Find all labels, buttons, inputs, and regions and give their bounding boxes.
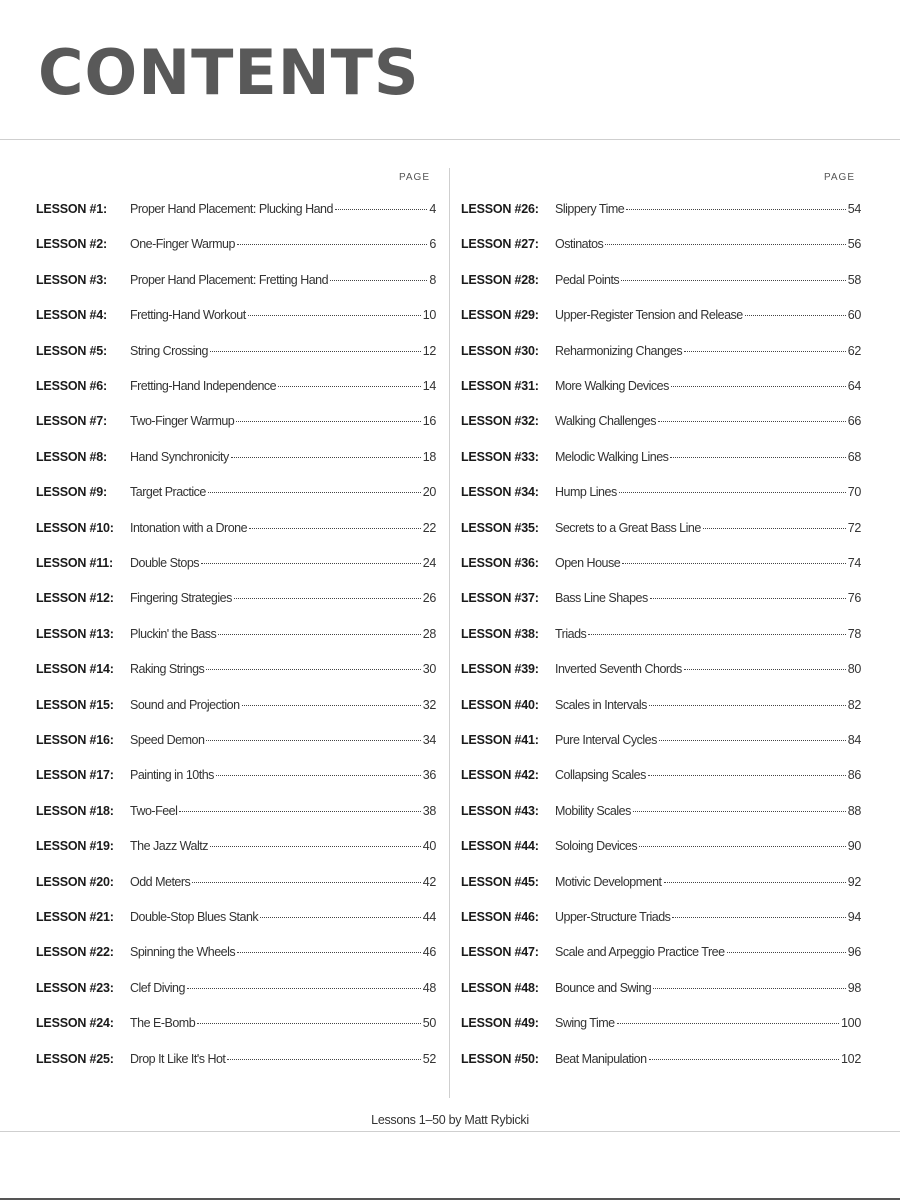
dot-leader <box>335 209 427 210</box>
lesson-number: LESSON #37: <box>461 591 539 606</box>
lesson-title: Spinning the Wheels <box>130 945 236 960</box>
lesson-title: Inverted Seventh Chords <box>555 662 682 677</box>
page-number: 10 <box>422 308 436 323</box>
dot-leader <box>248 315 421 316</box>
toc-entry[interactable] <box>36 202 436 222</box>
lesson-number: LESSON #32: <box>461 414 539 429</box>
page-number: 84 <box>847 733 861 747</box>
lesson-title: Odd Meters <box>130 874 191 889</box>
lesson-title: The E-Bomb <box>130 1016 196 1031</box>
lesson-number: LESSON #17: <box>36 768 114 783</box>
dot-leader <box>237 244 427 245</box>
lesson-title: Double Stops <box>130 556 200 570</box>
page-number: 100 <box>841 1016 861 1031</box>
lesson-number: LESSON #38: <box>461 626 539 641</box>
lesson-number: LESSON #43: <box>461 803 539 818</box>
dot-leader <box>192 882 420 883</box>
toc-entry[interactable] <box>461 910 861 930</box>
dot-leader <box>672 917 845 918</box>
dot-leader <box>727 952 846 953</box>
lesson-title: Ostinatos <box>555 237 604 252</box>
page-number: 38 <box>422 803 436 818</box>
lesson-title: Hand Synchronicity <box>130 449 229 464</box>
lesson-number: LESSON #5: <box>36 343 107 358</box>
lesson-number: LESSON #29: <box>461 308 539 323</box>
page-number: 12 <box>422 343 436 358</box>
lesson-title: Reharmonizing Changes <box>555 343 683 358</box>
toc-entry[interactable] <box>36 733 436 753</box>
lesson-title: Melodic Walking Lines <box>555 449 669 464</box>
lesson-title: Raking Strings <box>130 662 205 677</box>
toc-entry[interactable] <box>36 591 436 611</box>
lesson-number: LESSON #13: <box>36 626 114 641</box>
dot-leader <box>649 1059 839 1060</box>
dot-leader <box>210 846 421 847</box>
toc-entry[interactable] <box>36 910 436 930</box>
toc-entry[interactable] <box>461 556 861 576</box>
toc-entry[interactable] <box>36 556 436 576</box>
lesson-number: LESSON #22: <box>36 945 114 960</box>
page-number: 96 <box>847 945 861 960</box>
lesson-number: LESSON #50: <box>461 1051 539 1066</box>
page-number: 6 <box>429 237 436 252</box>
toc-entry[interactable] <box>461 379 861 399</box>
dot-leader <box>237 952 421 953</box>
lesson-title: Target Practice <box>130 485 206 500</box>
toc-entry[interactable] <box>461 662 861 682</box>
lesson-number: LESSON #15: <box>36 697 114 712</box>
dot-leader <box>633 811 846 812</box>
dot-leader <box>626 209 845 210</box>
lesson-title: Motivic Development <box>555 874 662 889</box>
dot-leader <box>684 351 846 352</box>
lesson-title: The Jazz Waltz <box>130 839 208 854</box>
dot-leader <box>218 634 420 635</box>
toc-entry[interactable] <box>461 627 861 647</box>
page-number: 54 <box>847 202 861 216</box>
lesson-number: LESSON #31: <box>461 379 539 393</box>
lesson-number: LESSON #14: <box>36 662 114 677</box>
dot-leader <box>206 669 420 670</box>
dot-leader <box>201 563 421 564</box>
dot-leader <box>649 705 846 706</box>
dot-leader <box>227 1059 420 1060</box>
dot-leader <box>653 988 845 989</box>
toc-entry[interactable] <box>461 981 861 1001</box>
lesson-title: Swing Time <box>555 1016 615 1031</box>
dot-leader <box>231 457 421 458</box>
page-number: 22 <box>422 520 436 535</box>
lesson-number: LESSON #27: <box>461 237 539 252</box>
page-number: 40 <box>422 839 436 854</box>
dot-leader <box>670 457 845 458</box>
lesson-number: LESSON #28: <box>461 272 539 287</box>
dot-leader <box>621 280 846 281</box>
toc-entry[interactable] <box>36 273 436 293</box>
lesson-title: Proper Hand Placement: Plucking Hand <box>130 202 333 216</box>
page-column-label: PAGE <box>398 172 430 183</box>
dot-leader <box>684 669 846 670</box>
toc-entry[interactable] <box>36 768 436 788</box>
page-number: 92 <box>847 874 861 889</box>
lesson-number: LESSON #19: <box>36 839 114 854</box>
lesson-title: Two-Finger Warmup <box>130 414 235 429</box>
toc-entry[interactable] <box>461 273 861 293</box>
lesson-number: LESSON #35: <box>461 520 539 535</box>
lesson-title: Upper-Structure Triads <box>555 910 671 924</box>
lesson-title: Pluckin' the Bass <box>130 626 217 641</box>
lesson-number: LESSON #36: <box>461 556 539 570</box>
dot-leader <box>745 315 846 316</box>
dot-leader <box>605 244 845 245</box>
page-number: 78 <box>847 626 861 641</box>
dot-leader <box>242 705 421 706</box>
page-number: 80 <box>847 662 861 677</box>
page-number: 68 <box>847 449 861 464</box>
lesson-title: Triads <box>555 626 587 641</box>
dot-leader <box>236 421 420 422</box>
toc-entry[interactable] <box>461 591 861 611</box>
lesson-title: Soloing Devices <box>555 839 638 854</box>
toc-entry[interactable] <box>461 521 861 541</box>
page-number: 28 <box>422 626 436 641</box>
page-number: 20 <box>422 485 436 500</box>
lesson-title: Intonation with a Drone <box>130 520 248 535</box>
lesson-number: LESSON #2: <box>36 237 107 252</box>
page-number: 64 <box>847 379 861 393</box>
dot-leader <box>619 492 846 493</box>
lesson-title: Sound and Projection <box>130 697 240 712</box>
toc-entry[interactable] <box>461 485 861 505</box>
dot-leader <box>249 528 421 529</box>
page-number: 46 <box>422 945 436 960</box>
dot-leader <box>617 1023 839 1024</box>
lesson-title: Slippery Time <box>555 202 625 216</box>
toc-entry[interactable] <box>461 945 861 965</box>
dot-leader <box>210 351 421 352</box>
lesson-title: Scales in Intervals <box>555 697 647 712</box>
toc-entry[interactable] <box>461 804 861 824</box>
lesson-title: Bounce and Swing <box>555 980 652 995</box>
toc-entry[interactable] <box>461 414 861 434</box>
page-number: 74 <box>847 556 861 570</box>
page-number: 98 <box>847 980 861 995</box>
lesson-number: LESSON #26: <box>461 202 539 216</box>
lesson-number: LESSON #18: <box>36 803 114 818</box>
page-number: 44 <box>422 910 436 924</box>
page-number: 102 <box>841 1051 861 1066</box>
lesson-title: Double-Stop Blues Stank <box>130 910 259 924</box>
dot-leader <box>179 811 420 812</box>
lesson-number: LESSON #20: <box>36 874 114 889</box>
page-number: 66 <box>847 414 861 429</box>
lesson-number: LESSON #4: <box>36 308 107 323</box>
lesson-number: LESSON #24: <box>36 1016 114 1031</box>
lesson-title: Secrets to a Great Bass Line <box>555 520 701 535</box>
lesson-number: LESSON #49: <box>461 1016 539 1031</box>
toc-entry[interactable] <box>461 1016 861 1036</box>
page-title: CONTENTS <box>38 36 420 109</box>
toc-entry[interactable] <box>36 521 436 541</box>
lesson-title: Pure Interval Cycles <box>555 733 657 747</box>
dot-leader <box>622 563 846 564</box>
dot-leader <box>671 386 846 387</box>
dot-leader <box>187 988 421 989</box>
toc-entry[interactable] <box>36 450 436 470</box>
lesson-title: Walking Challenges <box>555 414 657 429</box>
lesson-title: Fretting-Hand Independence <box>130 379 277 393</box>
page-number: 86 <box>847 768 861 783</box>
page-number: 42 <box>422 874 436 889</box>
column-divider <box>449 168 450 1098</box>
page-number: 24 <box>422 556 436 570</box>
dot-leader <box>659 740 846 741</box>
dot-leader <box>658 421 846 422</box>
dot-leader <box>588 634 845 635</box>
lesson-number: LESSON #7: <box>36 414 107 429</box>
lesson-number: LESSON #47: <box>461 945 539 960</box>
lesson-number: LESSON #12: <box>36 591 114 606</box>
toc-entry[interactable] <box>36 698 436 718</box>
page-number: 30 <box>422 662 436 677</box>
page-column-label: PAGE <box>823 172 855 183</box>
lesson-number: LESSON #3: <box>36 272 107 287</box>
lesson-number: LESSON #21: <box>36 910 114 924</box>
lesson-number: LESSON #30: <box>461 343 539 358</box>
toc-entry[interactable] <box>36 344 436 364</box>
lesson-number: LESSON #44: <box>461 839 539 854</box>
page-number: 50 <box>422 1016 436 1031</box>
lesson-title: Fretting-Hand Workout <box>130 308 246 323</box>
lesson-title: Mobility Scales <box>555 803 631 818</box>
toc-entry[interactable] <box>36 945 436 965</box>
page-number: 88 <box>847 803 861 818</box>
lesson-title: Collapsing Scales <box>555 768 646 783</box>
page-number: 94 <box>847 910 861 924</box>
page-number: 56 <box>847 237 861 252</box>
lesson-title: One-Finger Warmup <box>130 237 235 252</box>
toc-entry[interactable] <box>461 768 861 788</box>
dot-leader <box>197 1023 421 1024</box>
lesson-title: Clef Diving <box>130 980 185 995</box>
toc-entry[interactable] <box>461 308 861 328</box>
toc-entry[interactable] <box>36 237 436 257</box>
toc-entry[interactable] <box>36 981 436 1001</box>
lesson-number: LESSON #46: <box>461 910 539 924</box>
page-number: 76 <box>847 591 861 606</box>
lesson-number: LESSON #39: <box>461 662 539 677</box>
lesson-number: LESSON #23: <box>36 980 114 995</box>
toc-entry[interactable] <box>36 839 436 859</box>
lesson-title: Open House <box>555 556 621 570</box>
toc-entry[interactable] <box>36 627 436 647</box>
page-number: 82 <box>847 697 861 712</box>
page-number: 8 <box>429 272 436 287</box>
page-number: 52 <box>422 1051 436 1066</box>
dot-leader <box>648 775 846 776</box>
lesson-title: More Walking Devices <box>555 379 669 393</box>
dot-leader <box>216 775 421 776</box>
lesson-number: LESSON #48: <box>461 980 539 995</box>
toc-column-left <box>36 172 436 1066</box>
toc-entry[interactable] <box>36 485 436 505</box>
toc-entry[interactable] <box>36 804 436 824</box>
lesson-title: Scale and Arpeggio Practice Tree <box>555 945 725 960</box>
lesson-number: LESSON #45: <box>461 874 539 889</box>
lesson-number: LESSON #1: <box>36 202 107 216</box>
lesson-number: LESSON #6: <box>36 379 107 393</box>
toc-entry[interactable] <box>36 1052 436 1072</box>
dot-leader <box>206 740 420 741</box>
dot-leader <box>639 846 846 847</box>
toc-entry[interactable] <box>36 875 436 895</box>
toc-entry[interactable] <box>36 414 436 434</box>
dot-leader <box>278 386 421 387</box>
lesson-number: LESSON #42: <box>461 768 539 783</box>
page-number: 72 <box>847 520 861 535</box>
toc-entry[interactable] <box>36 662 436 682</box>
dot-leader <box>208 492 421 493</box>
page-number: 34 <box>422 733 436 747</box>
page-number: 18 <box>422 449 436 464</box>
page-number: 48 <box>422 980 436 995</box>
dot-leader <box>260 917 421 918</box>
lesson-number: LESSON #10: <box>36 520 114 535</box>
page-number: 16 <box>422 414 436 429</box>
toc-entry[interactable] <box>461 344 861 364</box>
lesson-number: LESSON #8: <box>36 449 107 464</box>
dot-leader <box>703 528 846 529</box>
toc-entry[interactable] <box>461 839 861 859</box>
lesson-number: LESSON #34: <box>461 485 539 500</box>
page-number: 60 <box>847 308 861 323</box>
page-number: 32 <box>422 697 436 712</box>
toc-entry[interactable] <box>461 698 861 718</box>
toc-entry[interactable] <box>461 450 861 470</box>
lesson-title: Upper-Register Tension and Release <box>555 308 743 323</box>
dot-leader <box>234 598 421 599</box>
page-number: 62 <box>847 343 861 358</box>
dot-leader <box>664 882 846 883</box>
lesson-title: Two-Feel <box>130 803 178 818</box>
toc-entry[interactable] <box>461 202 861 222</box>
dot-leader <box>330 280 427 281</box>
toc-entry[interactable] <box>461 875 861 895</box>
toc-column-right <box>461 172 861 1066</box>
lesson-number: LESSON #16: <box>36 733 114 747</box>
toc-entry[interactable] <box>36 308 436 328</box>
toc-entry[interactable] <box>36 379 436 399</box>
page-number: 90 <box>847 839 861 854</box>
lesson-number: LESSON #41: <box>461 733 539 747</box>
lesson-title: Drop It Like It's Hot <box>130 1051 226 1066</box>
lesson-title: Beat Manipulation <box>555 1051 647 1066</box>
footer-credit: Lessons 1–50 by Matt Rybicki <box>371 1113 529 1127</box>
toc-entry[interactable] <box>36 1016 436 1036</box>
page-number: 36 <box>422 768 436 783</box>
toc-entry[interactable] <box>461 237 861 257</box>
toc-entry[interactable] <box>461 1052 861 1072</box>
bottom-divider <box>0 1131 900 1132</box>
lesson-title: Hump Lines <box>555 485 617 500</box>
page-number: 58 <box>847 272 861 287</box>
lesson-title: Proper Hand Placement: Fretting Hand <box>130 272 329 287</box>
lesson-number: LESSON #9: <box>36 485 107 500</box>
page-number: 4 <box>429 202 436 216</box>
lesson-title: Bass Line Shapes <box>555 591 648 606</box>
page-number: 70 <box>847 485 861 500</box>
lesson-number: LESSON #11: <box>36 556 113 570</box>
top-divider <box>0 139 900 140</box>
lesson-title: Fingering Strategies <box>130 591 232 606</box>
dot-leader <box>650 598 846 599</box>
lesson-number: LESSON #33: <box>461 449 539 464</box>
lesson-title: Painting in 10ths <box>130 768 214 783</box>
lesson-number: LESSON #25: <box>36 1051 114 1066</box>
page-number: 14 <box>422 379 436 393</box>
lesson-number: LESSON #40: <box>461 697 539 712</box>
lesson-title: Speed Demon <box>130 733 205 747</box>
toc-entry[interactable] <box>461 733 861 753</box>
page-number: 26 <box>422 591 436 606</box>
lesson-title: Pedal Points <box>555 272 620 287</box>
lesson-title: String Crossing <box>130 343 208 358</box>
